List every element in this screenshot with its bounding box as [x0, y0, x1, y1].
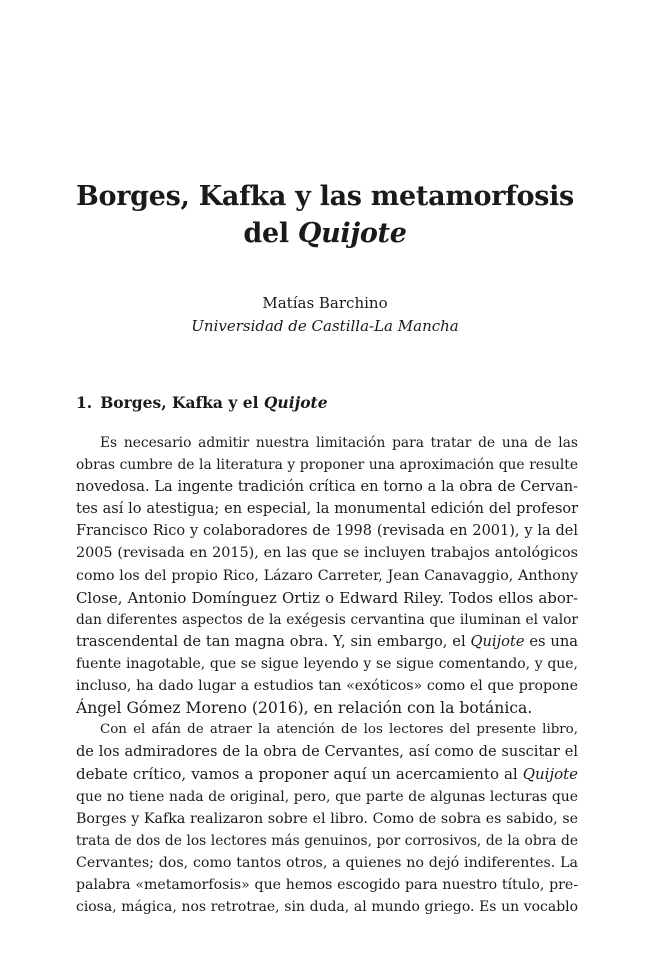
text-line: fuente inagotable, que se sigue leyendo y se sigue comentando, y que,	[76, 655, 578, 672]
section-title-italic: Quijote	[263, 393, 328, 412]
text-italic-segment: Quijote	[522, 765, 578, 784]
section-heading	[76, 392, 328, 414]
text-line	[76, 763, 578, 785]
author-block	[60, 292, 590, 338]
text-line	[76, 631, 578, 653]
text-line: trata de dos de los lectores más genuinos, por corrosivos, de la obra de	[76, 832, 578, 849]
text-line: Borges y Kafka realizaron sobre el libro. Como de sobra es sabido, se	[76, 810, 578, 827]
text-segment: debate crítico, vamos a proponer aquí un acercamiento al	[76, 765, 523, 784]
text-line: novedosa. La ingente tradición crítica en torno a la obra de Cervan-	[76, 479, 578, 496]
text-line: Ángel Gómez Moreno (2016), en relación con la botánica.	[76, 699, 533, 718]
text-line: que no tiene nada de original, pero, que parte de algunas lecturas que	[76, 788, 578, 805]
author-affiliation: Universidad de Castilla-La Mancha	[191, 317, 459, 335]
chapter-title-prefix: del	[243, 218, 298, 249]
text-line: Cervantes; dos, como tantos otros, a quienes no dejó indiferentes. La	[76, 854, 578, 871]
author-name: Matías Barchino	[262, 294, 388, 312]
chapter-title-italic: Quijote	[297, 218, 407, 249]
text-line: dan diferentes aspectos de la exégesis cervantina que iluminan el valor	[76, 611, 578, 628]
section-title-prefix: Borges, Kafka y el	[100, 393, 264, 412]
text-line: Francisco Rico y colaboradores de 1998 (revisada en 2001), y la del	[76, 523, 578, 540]
text-segment: es una	[524, 632, 578, 650]
text-line: tes así lo atestigua; en especial, la monumental edición del profesor	[76, 501, 578, 518]
text-line: incluso, ha dado lugar a estudios tan «exóticos» como el que propone	[76, 678, 578, 695]
text-line: palabra «metamorfosis» que hemos escogido para nuestro título, pre-	[76, 876, 578, 893]
chapter-title-line-2	[60, 215, 590, 252]
text-italic-segment: Quijote	[470, 632, 525, 650]
chapter-title	[60, 178, 590, 252]
section-number: 1.	[76, 393, 93, 412]
body-text	[76, 432, 578, 918]
text-line: ciosa, mágica, nos retrotrae, sin duda, al mundo griego. Es un vocablo	[76, 898, 578, 915]
text-line: Close, Antonio Domínguez Ortiz o Edward Riley. Todos ellos abor-	[76, 588, 578, 607]
text-line: de los admiradores de la obra de Cervantes, así como de suscitar el	[76, 744, 578, 761]
paragraph-2	[76, 719, 578, 918]
text-segment: trascendental de tan magna obra. Y, sin embargo, el	[76, 632, 471, 650]
chapter-title-line-1: Borges, Kafka y las metamorfosis	[76, 181, 574, 212]
paragraph-1	[76, 432, 578, 719]
text-line: Es necesario admitir nuestra limitación para tratar de una de las	[100, 435, 578, 451]
text-line: como los del propio Rico, Lázaro Carreter, Jean Canavaggio, Anthony	[76, 567, 578, 584]
text-line: Con el afán de atraer la atención de los lectores del presente libro,	[100, 722, 578, 738]
text-line: 2005 (revisada en 2015), en las que se incluyen trabajos antológicos	[76, 545, 578, 562]
text-line: obras cumbre de la literatura y proponer una aproximación que resulte	[76, 457, 578, 474]
